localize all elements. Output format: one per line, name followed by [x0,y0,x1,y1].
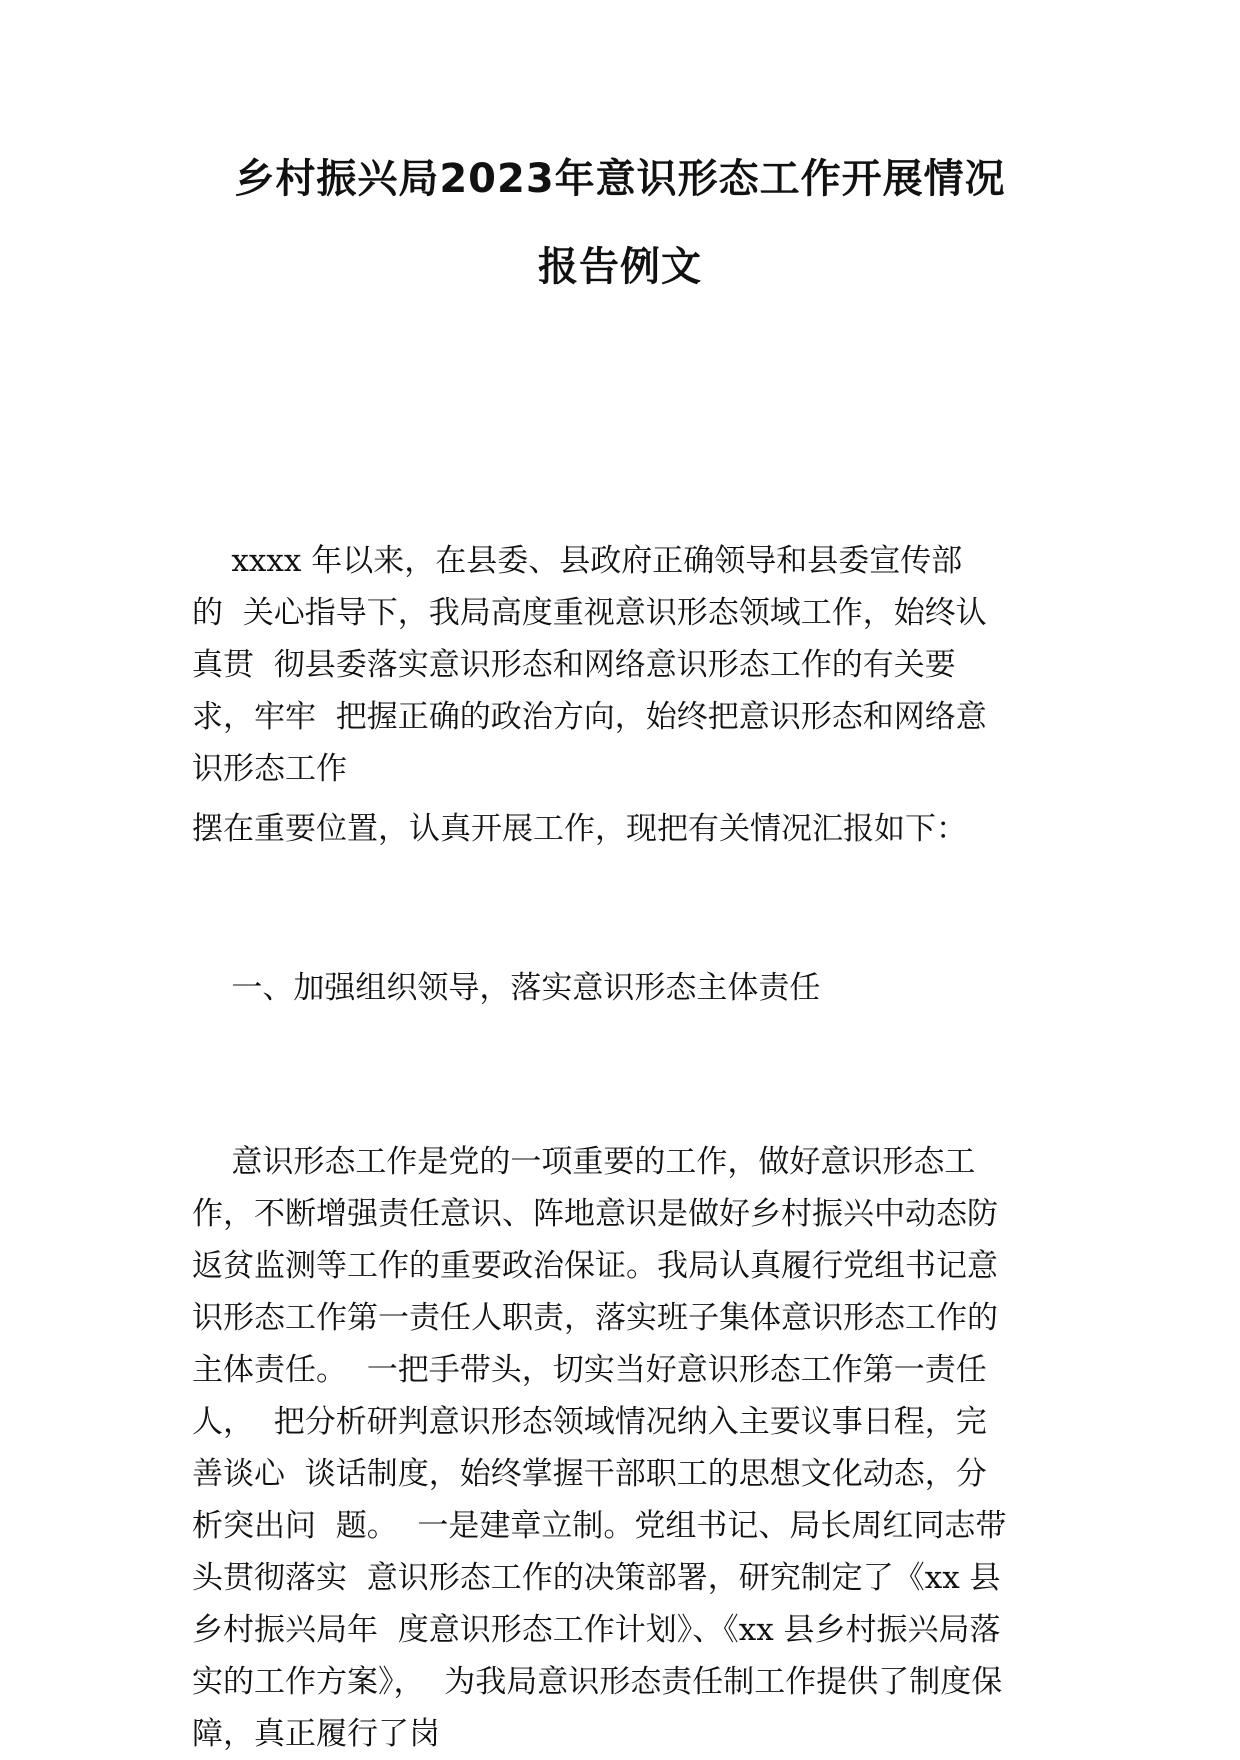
text-line: 主体责任。 一把手带头，切实当好意识形态工作第一责任 [192,1352,987,1388]
section-heading-1 [192,962,1072,1014]
text-line: 识形态工作 [192,751,347,787]
text-line: 返贫监测等工作的重要政治保证。我局认真履行党组书记意 [192,1248,998,1284]
text-line: 真贯 彻县委落实意识形态和网络意识形态工作的有关要 [192,647,956,683]
text-line: 头贯彻落实 意识形态工作的决策部署，研究制定了《xx 县 [192,1560,1001,1596]
document-title-line-1: 乡村振兴局2023年意识形态工作开展情况 [234,156,1006,202]
text-line: 人， 把分析研判意识形态领域情况纳入主要议事日程，完 [192,1404,987,1440]
text-line: 乡村振兴局年 度意识形态工作计划》、《xx 县乡村振兴局落 [192,1612,1001,1648]
text-line: 求，牢牢 把握正确的政治方向，始终把意识形态和网络意 [192,699,987,735]
text-line: 障，真正履行了岗 [192,1716,440,1752]
text-line: 的 关心指导下，我局高度重视意识形态领域工作，始终认 [192,595,987,631]
text-line: 意识形态工作是党的一项重要的工作，做好意识形态工 [192,1144,976,1180]
paragraph-intro [192,535,1072,795]
document-title-line-2: 报告例文 [538,244,702,290]
paragraph-section-1 [192,1136,1072,1760]
text-line: 析突出问 题。 一是建章立制。党组书记、局长周红同志带 [192,1508,1007,1544]
text-line: 摆在重要位置，认真开展工作，现把有关情况汇报如下： [192,811,967,847]
paragraph-intro-continued [192,803,1072,855]
text-line: xxxx 年以来，在县委、县政府正确领导和县委宣传部 [192,543,963,579]
text-line: 识形态工作第一责任人职责，落实班子集体意识形态工作的 [192,1300,998,1336]
text-line: 作，不断增强责任意识、阵地意识是做好乡村振兴中动态防 [192,1196,998,1232]
section-heading-text: 一、加强组织领导，落实意识形态主体责任 [192,970,821,1006]
text-line: 善谈心 谈话制度，始终掌握干部职工的思想文化动态，分 [192,1456,987,1492]
text-line: 实的工作方案》， 为我局意识形态责任制工作提供了制度保 [192,1664,1003,1700]
